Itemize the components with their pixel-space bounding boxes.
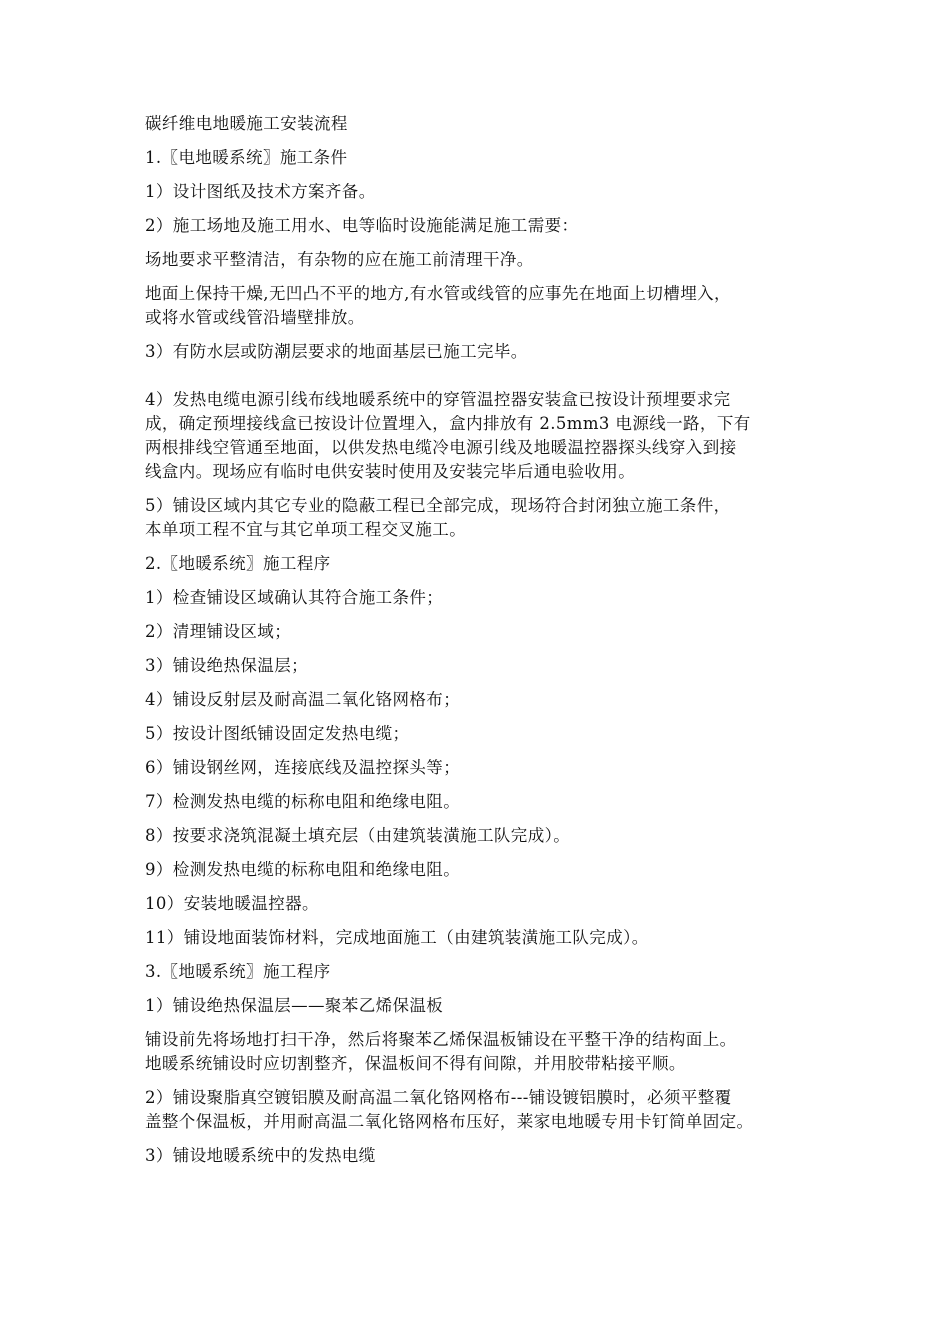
section3-item1-desc bbox=[145, 1028, 810, 1076]
section2-step: 3）铺设绝热保温层； bbox=[145, 656, 308, 675]
section1-item3: 3）有防水层或防潮层要求的地面基层已施工完毕。 bbox=[145, 342, 528, 361]
section3-item2-line2: 盖整个保温板，并用耐高温二氧化铬网格布压好，莱家电地暖专用卡钉简单固定。 bbox=[145, 1112, 754, 1131]
section2-step: 7）检测发热电缆的标称电阻和绝缘电阻。 bbox=[145, 792, 461, 811]
section2-step: 9）检测发热电缆的标称电阻和绝缘电阻。 bbox=[145, 860, 461, 879]
document-title: 碳纤维电地暖施工安装流程 bbox=[145, 114, 348, 133]
section3-item3: 3）铺设地暖系统中的发热电缆 bbox=[145, 1146, 376, 1165]
section3-item1-desc-line2: 地暖系统铺设时应切割整齐，保温板间不得有间隙，并用胶带粘接平顺。 bbox=[145, 1054, 686, 1073]
section1-item5 bbox=[145, 494, 810, 542]
section3-item1-desc-line1: 铺设前先将场地打扫干净，然后将聚苯乙烯保温板铺设在平整干净的结构面上。 bbox=[145, 1030, 737, 1049]
section2-step: 10）安装地暖温控器。 bbox=[145, 894, 319, 913]
section1-item1: 1）设计图纸及技术方案齐备。 bbox=[145, 182, 376, 201]
section1-item4-line1: 4）发热电缆电源引线布线地暖系统中的穿管温控器安装盒已按设计预埋要求完 bbox=[145, 390, 731, 409]
section1-item4-line3: 两根排线空管通至地面，以供发热电缆冷电源引线及地暖温控器探头线穿入到接 bbox=[145, 438, 737, 457]
section3-item1: 1）铺设绝热保温层——聚苯乙烯保温板 bbox=[145, 996, 444, 1015]
section1-heading: 1.〖电地暖系统〗施工条件 bbox=[145, 148, 348, 167]
document-page bbox=[145, 112, 810, 1178]
section2-step: 11）铺设地面装饰材料，完成地面施工（由建筑装潢施工队完成）。 bbox=[145, 928, 649, 947]
section1-item4-line4: 线盒内。现场应有临时电供安装时使用及安装完毕后通电验收用。 bbox=[145, 462, 636, 481]
section2-step: 5）按设计图纸铺设固定发热电缆； bbox=[145, 724, 410, 743]
section3-item2 bbox=[145, 1086, 810, 1134]
section1-item2-sub2-line2: 或将水管或线管沿墙壁排放。 bbox=[145, 308, 365, 327]
section1-item5-line1: 5）铺设区域内其它专业的隐蔽工程已全部完成，现场符合封闭独立施工条件， bbox=[145, 496, 731, 515]
section1-item2: 2）施工场地及施工用水、电等临时设施能满足施工需要： bbox=[145, 216, 579, 235]
section2-step: 4）铺设反射层及耐高温二氧化铬网格布； bbox=[145, 690, 461, 709]
section1-item4-line2: 成，确定预埋接线盒已按设计位置埋入，盒内排放有 2.5mm3 电源线一路，下有 bbox=[145, 414, 751, 433]
section2-heading: 2.〖地暖系统〗施工程序 bbox=[145, 554, 331, 573]
section3-heading: 3.〖地暖系统〗施工程序 bbox=[145, 962, 331, 981]
section1-item2-sub2-line1: 地面上保持干燥,无凹凸不平的地方,有水管或线管的应事先在地面上切槽埋入， bbox=[145, 284, 731, 303]
section3-item2-line1: 2）铺设聚脂真空镀铝膜及耐高温二氧化铬网格布---铺设镀铝膜时，必须平整覆 bbox=[145, 1088, 732, 1107]
section1-item2-sub1: 场地要求平整清洁，有杂物的应在施工前清理干净。 bbox=[145, 250, 534, 269]
section2-step: 8）按要求浇筑混凝土填充层（由建筑装潢施工队完成）。 bbox=[145, 826, 571, 845]
section2-step: 2）清理铺设区域； bbox=[145, 622, 292, 641]
section1-item4 bbox=[145, 388, 810, 484]
section2-step: 6）铺设钢丝网，连接底线及温控探头等； bbox=[145, 758, 461, 777]
section1-item5-line2: 本单项工程不宜与其它单项工程交叉施工。 bbox=[145, 520, 467, 539]
section2-step: 1）检查铺设区域确认其符合施工条件； bbox=[145, 588, 444, 607]
section1-item2-sub2 bbox=[145, 282, 810, 330]
